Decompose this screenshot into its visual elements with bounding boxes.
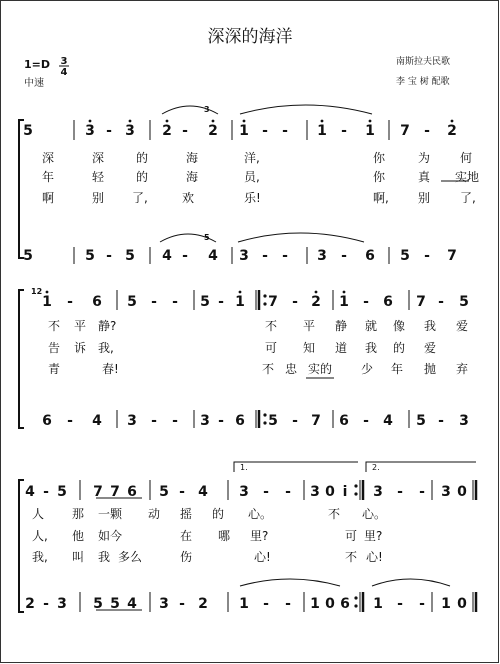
note: 0 bbox=[457, 484, 467, 500]
lyric-word: 可 bbox=[265, 341, 278, 355]
note: - bbox=[419, 484, 425, 500]
note: 7 bbox=[110, 484, 120, 500]
note: 1 bbox=[365, 123, 375, 139]
repeat-dots bbox=[263, 294, 266, 424]
note: - bbox=[263, 596, 269, 612]
lyric-word: 不 bbox=[265, 319, 278, 333]
lyric-word: 不 bbox=[48, 319, 61, 333]
octave-dot bbox=[315, 291, 318, 294]
lyric-line-2 bbox=[32, 528, 382, 543]
note: 4 bbox=[25, 484, 35, 500]
lyric-word: 你 bbox=[373, 170, 386, 184]
octave-dot bbox=[451, 120, 454, 123]
bar-lines bbox=[117, 290, 409, 428]
note: 4 bbox=[383, 413, 393, 429]
system-1 bbox=[19, 105, 479, 264]
lyric-word: 弃 bbox=[456, 362, 469, 376]
lyric-word: 的 bbox=[136, 170, 149, 184]
note: 1 bbox=[441, 596, 451, 612]
lyric-word: 抛 bbox=[424, 362, 437, 376]
time-signature-bottom: 4 bbox=[60, 67, 68, 78]
lyric-word: 我 bbox=[98, 550, 111, 564]
lyric-line-3 bbox=[42, 190, 476, 205]
lyric-word: 的 bbox=[136, 151, 149, 165]
note: 3 bbox=[459, 413, 469, 429]
key-signature: 1=D bbox=[24, 58, 51, 71]
note: 7 bbox=[311, 413, 321, 429]
note: 5 bbox=[110, 596, 120, 612]
octave-dot bbox=[166, 120, 169, 123]
lyric-word: 不 bbox=[262, 362, 275, 376]
note: 3 bbox=[127, 413, 137, 429]
note: - bbox=[438, 413, 444, 429]
note: 6 bbox=[42, 413, 52, 429]
note: 2 bbox=[208, 123, 218, 139]
octave-dot bbox=[239, 291, 242, 294]
note: - bbox=[263, 484, 269, 500]
credit-arranger: 李 宝 树 配歌 bbox=[396, 77, 450, 87]
notes-melody bbox=[23, 120, 457, 139]
note: 2 bbox=[25, 596, 35, 612]
lyric-line-2 bbox=[42, 169, 479, 184]
tempo-marking: 中速 bbox=[24, 78, 44, 89]
octave-dot bbox=[129, 120, 132, 123]
lyric-word: 告 bbox=[48, 341, 61, 355]
lyric-word: 像 bbox=[393, 319, 406, 333]
volta-second-label: 2. bbox=[372, 463, 380, 472]
note: - bbox=[106, 123, 112, 139]
note: i bbox=[342, 484, 348, 500]
lyric-word: 何 bbox=[460, 151, 473, 165]
lyric-line-3 bbox=[48, 361, 468, 376]
lyric-word: 别 bbox=[92, 191, 105, 205]
note: - bbox=[285, 596, 291, 612]
note: 3 bbox=[239, 248, 249, 264]
note: - bbox=[363, 294, 369, 310]
octave-dot bbox=[46, 291, 49, 294]
note: 5 bbox=[23, 248, 33, 264]
note: - bbox=[43, 484, 49, 500]
note: - bbox=[218, 294, 224, 310]
note: 7 bbox=[416, 294, 426, 310]
note: 5 bbox=[200, 294, 210, 310]
lyric-word: 如今 bbox=[98, 529, 123, 543]
lyric-word: 爱 bbox=[456, 319, 469, 333]
lyric-word: 里? bbox=[250, 529, 269, 543]
note: 5 bbox=[57, 484, 67, 500]
lyric-word: 别 bbox=[418, 191, 431, 205]
note: 5 bbox=[85, 248, 95, 264]
lyric-word: 就 bbox=[365, 319, 378, 333]
note: 0 bbox=[325, 596, 335, 612]
lyric-word: 春! bbox=[102, 362, 119, 376]
octave-dot bbox=[212, 120, 215, 123]
note: 0 bbox=[457, 596, 467, 612]
note: - bbox=[172, 294, 178, 310]
note: 3 bbox=[239, 484, 249, 500]
note: 2 bbox=[311, 294, 321, 310]
lyric-word: 深 bbox=[92, 151, 105, 165]
lyric-word: 轻 bbox=[92, 170, 105, 184]
note: 3 bbox=[200, 413, 210, 429]
note: 6 bbox=[339, 413, 349, 429]
lyric-word: 爱 bbox=[424, 341, 437, 355]
note: 4 bbox=[162, 248, 172, 264]
octave-dot bbox=[369, 120, 372, 123]
note: 1 bbox=[235, 294, 245, 310]
lyric-word: 你 bbox=[373, 151, 386, 165]
note: - bbox=[292, 413, 298, 429]
lyric-word: 少 bbox=[361, 362, 374, 376]
lyric-word: 的 bbox=[212, 507, 225, 521]
volta-brackets bbox=[234, 462, 476, 472]
note: 6 bbox=[92, 294, 102, 310]
note: 3 bbox=[125, 123, 135, 139]
lyric-word: 平 bbox=[303, 319, 316, 333]
lyric-word: 不 bbox=[345, 550, 358, 564]
note: 3 bbox=[441, 484, 451, 500]
lyric-word: 里? bbox=[364, 529, 383, 543]
lyric-word: 忠 bbox=[285, 362, 298, 376]
note: - bbox=[151, 294, 157, 310]
lyric-line-1 bbox=[32, 506, 386, 521]
lyric-word: 啊, bbox=[373, 191, 389, 205]
note: 3 bbox=[310, 484, 320, 500]
lyric-word: 实地 bbox=[455, 170, 480, 184]
lyric-word: 那 bbox=[72, 507, 85, 521]
lyric-word: 心! bbox=[254, 550, 271, 564]
lyric-line-2 bbox=[48, 340, 436, 355]
lyric-word: 海 bbox=[186, 151, 199, 165]
lyric-word: 青 bbox=[48, 362, 61, 376]
note: 6 bbox=[340, 596, 350, 612]
note: 3 bbox=[373, 484, 383, 500]
lyric-word: 欢 bbox=[182, 191, 195, 205]
note: 3 bbox=[57, 596, 67, 612]
note: 0 bbox=[325, 484, 335, 500]
note: - bbox=[262, 123, 268, 139]
credit-origin: 南斯拉夫民歌 bbox=[396, 57, 451, 67]
lyric-word: 他 bbox=[72, 529, 85, 543]
lyric-word: 年 bbox=[42, 170, 55, 184]
note: 5 bbox=[125, 248, 135, 264]
note: 3 bbox=[317, 248, 327, 264]
note: 1 bbox=[239, 123, 249, 139]
note: 1 bbox=[42, 294, 52, 310]
note: - bbox=[182, 123, 188, 139]
octave-dot bbox=[89, 120, 92, 123]
octave-dot bbox=[321, 120, 324, 123]
lyric-word: 实的 bbox=[308, 362, 333, 376]
note: - bbox=[285, 484, 291, 500]
time-signature-top: 3 bbox=[60, 56, 68, 67]
note: 6 bbox=[127, 484, 137, 500]
note: 5 bbox=[416, 413, 426, 429]
note: 3 bbox=[159, 596, 169, 612]
note: 5 bbox=[127, 294, 137, 310]
note: 6 bbox=[383, 294, 393, 310]
notes-bass bbox=[25, 596, 467, 612]
lyric-word: 伤 bbox=[180, 550, 193, 564]
lyric-word: 了, bbox=[132, 191, 148, 205]
note: 7 bbox=[268, 294, 278, 310]
lyric-word: 深 bbox=[42, 151, 55, 165]
note: 5 bbox=[93, 596, 103, 612]
note: - bbox=[341, 248, 347, 264]
bar-lines bbox=[80, 480, 476, 612]
note: 1 bbox=[339, 294, 349, 310]
slurs bbox=[240, 579, 450, 586]
note: - bbox=[282, 248, 288, 264]
note: 5 bbox=[23, 123, 33, 139]
system-2 bbox=[19, 287, 469, 429]
note: - bbox=[292, 294, 298, 310]
note: 5 bbox=[268, 413, 278, 429]
note: - bbox=[182, 248, 188, 264]
octave-dot bbox=[243, 120, 246, 123]
lyric-line-1 bbox=[42, 150, 472, 165]
note: - bbox=[67, 413, 73, 429]
note: 2 bbox=[447, 123, 457, 139]
lyric-word: 平 bbox=[74, 319, 87, 333]
note: 7 bbox=[400, 123, 410, 139]
note: 4 bbox=[92, 413, 102, 429]
lyric-word: 洋, bbox=[244, 151, 260, 165]
note: 1 bbox=[317, 123, 327, 139]
lyric-line-1 bbox=[48, 318, 468, 333]
note: 6 bbox=[235, 413, 245, 429]
note: - bbox=[106, 248, 112, 264]
lyric-word: 不 bbox=[328, 507, 341, 521]
note: 7 bbox=[447, 248, 457, 264]
note: 1 bbox=[310, 596, 320, 612]
note: - bbox=[282, 123, 288, 139]
lyric-word: 乐! bbox=[244, 191, 261, 205]
note: 4 bbox=[208, 248, 218, 264]
grace-note: 3 bbox=[204, 105, 210, 114]
grace-note: 12 bbox=[31, 287, 43, 296]
note: - bbox=[341, 123, 347, 139]
note: - bbox=[397, 484, 403, 500]
lyric-word: 动 bbox=[148, 507, 161, 521]
note: - bbox=[151, 413, 157, 429]
lyric-word: 真 bbox=[418, 170, 431, 184]
system-3 bbox=[19, 462, 476, 612]
note: 6 bbox=[365, 248, 375, 264]
grace-note: 5 bbox=[204, 233, 210, 242]
lyric-word: 多么 bbox=[118, 550, 143, 564]
note: - bbox=[397, 596, 403, 612]
note: - bbox=[218, 413, 224, 429]
lyric-word: 哪 bbox=[218, 529, 231, 543]
lyric-word: 诉 bbox=[74, 341, 87, 355]
lyric-word: 心。 bbox=[248, 507, 273, 521]
note: - bbox=[67, 294, 73, 310]
lyric-word: 为 bbox=[418, 151, 431, 165]
lyric-word: 可 bbox=[345, 529, 358, 543]
lyric-word: 人, bbox=[32, 529, 48, 543]
lyric-word: 摇 bbox=[180, 507, 193, 521]
note: - bbox=[419, 596, 425, 612]
note: 1 bbox=[239, 596, 249, 612]
note: - bbox=[179, 484, 185, 500]
note: 5 bbox=[159, 484, 169, 500]
note: 2 bbox=[198, 596, 208, 612]
volta-first-label: 1. bbox=[240, 463, 248, 472]
lyric-word: 静? bbox=[98, 319, 117, 333]
notes-bass bbox=[23, 248, 457, 264]
note: - bbox=[424, 248, 430, 264]
note: 5 bbox=[459, 294, 469, 310]
note: 7 bbox=[93, 484, 103, 500]
lyric-word: 一颗 bbox=[98, 507, 123, 521]
lyric-word: 心! bbox=[366, 550, 383, 564]
note: - bbox=[363, 413, 369, 429]
note: 5 bbox=[400, 248, 410, 264]
lyric-line-3 bbox=[32, 549, 383, 564]
lyric-word: 我, bbox=[32, 550, 48, 564]
note: 2 bbox=[162, 123, 172, 139]
lyric-word: 员, bbox=[244, 170, 260, 184]
repeat-dots bbox=[354, 484, 357, 607]
lyric-word: 的 bbox=[393, 341, 406, 355]
note: - bbox=[179, 596, 185, 612]
lyric-word: 我 bbox=[365, 341, 378, 355]
song-title: 深深的海洋 bbox=[207, 27, 293, 47]
lyric-word: 我 bbox=[424, 319, 437, 333]
lyric-word: 了, bbox=[460, 191, 476, 205]
note: - bbox=[438, 294, 444, 310]
system-brace bbox=[19, 290, 24, 428]
lyric-word: 啊 bbox=[42, 191, 55, 205]
note: - bbox=[262, 248, 268, 264]
lyric-word: 在 bbox=[180, 529, 193, 543]
bar-lines bbox=[74, 120, 389, 264]
note: - bbox=[172, 413, 178, 429]
note: 1 bbox=[373, 596, 383, 612]
lyric-word: 知 bbox=[303, 341, 316, 355]
note: 4 bbox=[198, 484, 208, 500]
note: - bbox=[424, 123, 430, 139]
lyric-word: 我, bbox=[98, 341, 114, 355]
system-brace bbox=[19, 480, 24, 612]
lyric-word: 叫 bbox=[72, 550, 85, 564]
notes-melody bbox=[25, 484, 467, 500]
system-brace bbox=[19, 120, 24, 258]
lyric-word: 人 bbox=[32, 507, 45, 521]
lyric-word: 静 bbox=[335, 319, 348, 333]
note: - bbox=[43, 596, 49, 612]
lyric-word: 道 bbox=[335, 341, 348, 355]
lyric-word: 年 bbox=[391, 362, 404, 376]
note: 3 bbox=[85, 123, 95, 139]
octave-dot bbox=[343, 291, 346, 294]
note: 4 bbox=[127, 596, 137, 612]
lyric-word: 心。 bbox=[362, 507, 387, 521]
lyric-word: 海 bbox=[186, 170, 199, 184]
